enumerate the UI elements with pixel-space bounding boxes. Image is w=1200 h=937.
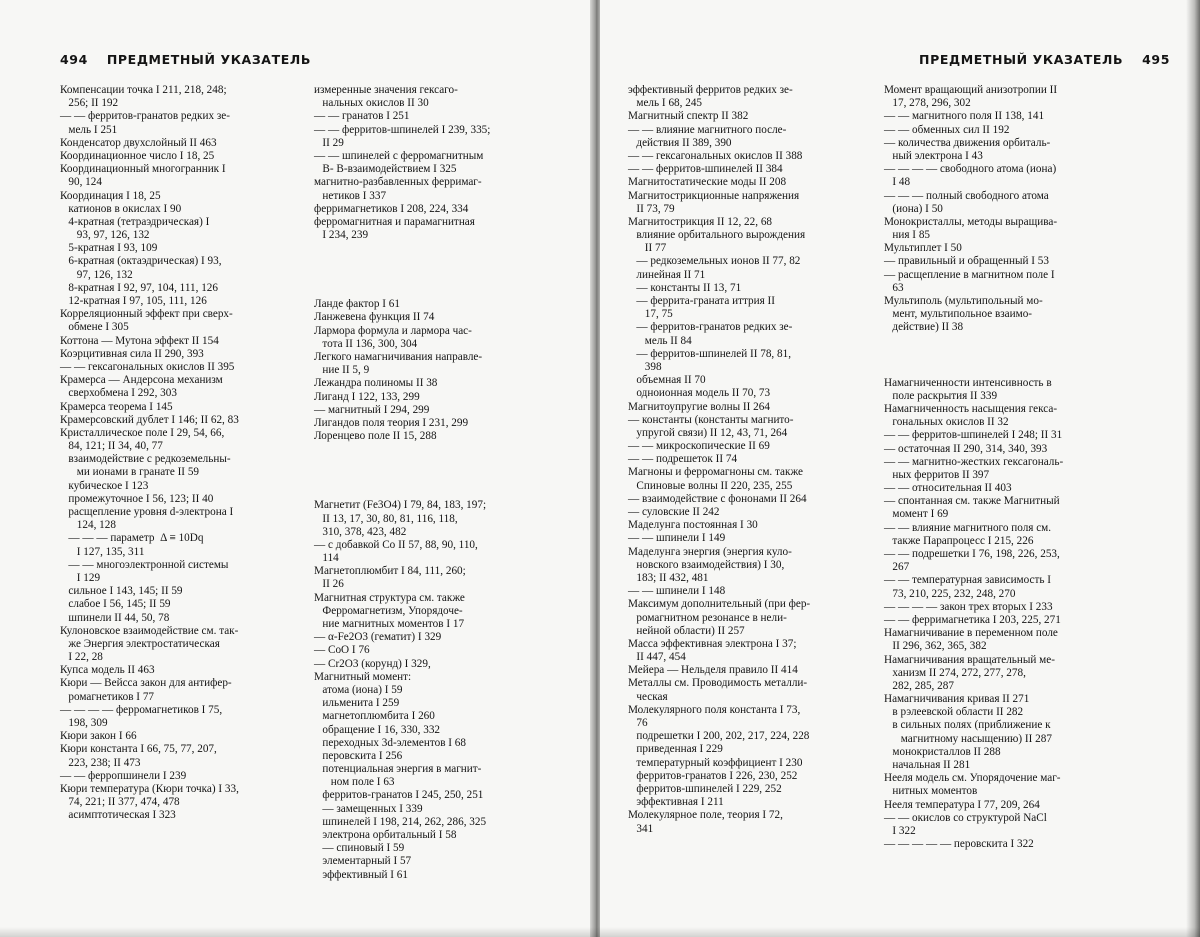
index-entry-line: II 73, 79	[628, 202, 675, 215]
index-entry-line: перовскита I 256	[314, 749, 403, 762]
index-entry-line: — — гексагональных окислов II 395	[60, 360, 235, 373]
index-entry-line: Корреляционный эффект при сверх-	[60, 308, 233, 321]
index-entry-line: Кулоновское взаимодействие см. так-	[60, 624, 239, 637]
right-index-column-1	[628, 84, 878, 836]
index-entry-line: действие) II 38	[884, 321, 964, 334]
index-entry-line: II 77	[628, 242, 667, 255]
bottom-shadow	[0, 927, 1200, 937]
index-entry-line: ние II 5, 9	[314, 364, 370, 377]
index-entry-line: элементарный I 57	[314, 855, 412, 868]
index-gap	[314, 471, 564, 485]
index-entry-line: — расщепление в магнитном поле I	[884, 268, 1055, 281]
index-entry-line: также Парапроцесс I 215, 226	[884, 534, 1034, 547]
index-entry-line: 17, 75	[628, 308, 673, 321]
index-entry-line: ный электрона I 43	[884, 149, 983, 162]
index-entry-line: 17, 278, 296, 302	[884, 97, 971, 110]
index-entry-line: — — — параметр Δ ≡ 10Dq	[60, 532, 204, 545]
index-entry-line: — ферритов-шпинелей II 78, 81,	[628, 347, 791, 360]
index-entry-line: сверхобмена I 292, 303	[60, 387, 177, 400]
index-entry-line: I 22, 28	[60, 651, 103, 664]
index-entry-line: Купса модель II 463	[60, 664, 155, 677]
index-entry-line: Ферромагнетизм, Упорядоче-	[314, 604, 463, 617]
index-entry-line: мель I 251	[60, 123, 118, 136]
index-entry-line: катионов в окислах I 90	[60, 202, 182, 215]
index-entry-line: — с добавкой Co II 57, 88, 90, 110,	[314, 538, 478, 551]
index-entry-line: мель I 68, 245	[628, 97, 703, 110]
index-entry-line: влияние орбитального вырождения	[628, 229, 806, 242]
index-entry-line: Магнитострикция II 12, 22, 68	[628, 215, 773, 228]
index-entry-line: магнитно-разбавленных ферримаг-	[314, 176, 482, 189]
index-entry-line: Коттона — Мутона эффект II 154	[60, 334, 219, 347]
index-entry-line: асимптотическая I 323	[60, 809, 176, 822]
index-entry-line: II 13, 17, 30, 80, 81, 116, 118,	[314, 512, 458, 525]
index-entry-line: 8-кратная I 92, 97, 104, 111, 126	[60, 281, 218, 294]
index-entry-line: Компенсации точка I 211, 218, 248;	[60, 84, 227, 96]
index-entry-line: — — ферритов-гранатов редких зе-	[60, 110, 230, 123]
index-entry-line: ферритов-шпинелей I 229, 252	[628, 782, 782, 795]
index-entry-line: начальная II 281	[884, 759, 971, 771]
index-entry-line: нетиков I 337	[314, 189, 387, 202]
index-entry-line: — константы (константы магнито-	[628, 413, 794, 426]
index-entry-line: I 127, 135, 311	[60, 545, 145, 558]
index-entry-line: 310, 378, 423, 482	[314, 525, 407, 538]
index-entry-line: Молекулярное поле, теория I 72,	[628, 809, 783, 822]
index-entry-line: Максимум дополнительный (при фер-	[628, 598, 811, 611]
index-entry-line: Намагничивания вращательный ме-	[884, 653, 1055, 666]
index-gap	[884, 349, 1146, 363]
index-gap	[314, 256, 564, 270]
index-entry-line: Магнетит (Fe3O4) I 79, 84, 183, 197;	[314, 499, 487, 512]
index-entry-line: — взаимодействие с фононами II 264	[628, 492, 807, 505]
index-entry-line: Магнитострикционные напряжения	[628, 189, 800, 202]
index-entry-line: Маделунга энергия (энергия куло-	[628, 545, 792, 558]
index-entry-line: новского взаимодействия) I 30,	[628, 558, 785, 571]
index-entry-line: 63	[884, 281, 904, 294]
index-gap	[314, 485, 564, 499]
index-entry-line: — — влияние магнитного поля см.	[884, 521, 1052, 534]
index-entry-line: Намагничивания кривая II 271	[884, 693, 1030, 706]
index-entry-line: Крамерса — Андерсона механизм	[60, 374, 223, 387]
index-entry-line: Момент вращающий анизотропии II	[884, 84, 1058, 96]
index-entry-line: — правильный и обращенный I 53	[884, 255, 1049, 268]
index-entry-line: — — шпинелей с ферромагнитным	[314, 149, 484, 162]
index-entry-line: — редкоземельных ионов II 77, 82	[628, 255, 801, 268]
index-entry-line: — — подрешеток II 74	[628, 453, 738, 466]
index-entry-line: Ланжевена функция II 74	[314, 311, 435, 324]
index-gap	[314, 242, 564, 256]
index-entry-line: магнитному насыщению) II 287	[884, 732, 1052, 745]
index-entry-line: Намагниченности интенсивность в	[884, 376, 1052, 389]
index-entry-line: — спонтанная см. также Магнитный	[884, 495, 1060, 508]
index-entry-line: нальных окислов II 30	[314, 97, 429, 110]
index-entry-line: — — — полный свободного атома	[884, 189, 1049, 202]
index-entry-line: монокристаллов II 288	[884, 745, 1001, 758]
left-index-column-2	[314, 84, 564, 882]
index-entry-line: Намагничивание в переменном поле	[884, 627, 1058, 640]
index-entry-line: Лоренцево поле II 15, 288	[314, 430, 437, 443]
index-gap	[314, 284, 564, 298]
index-entry-line: — — шпинели I 149	[628, 532, 726, 545]
index-entry-line: Кристаллическое поле I 29, 54, 66,	[60, 426, 225, 439]
index-entry-line: Магнетоплюмбит I 84, 111, 260;	[314, 565, 466, 578]
index-entry-line: Мейера — Нельделя правило II 414	[628, 664, 798, 677]
index-entry-line: слабое I 56, 145; II 59	[60, 598, 171, 611]
left-index-column-1	[60, 84, 310, 823]
index-entry-line: — — — — закон трех вторых I 233	[884, 600, 1053, 613]
index-entry-line: эффективный ферритов редких зе-	[628, 84, 793, 96]
index-entry-line: Магнитоупругие волны II 264	[628, 400, 770, 413]
index-entry-line: — — влияние магнитного после-	[628, 123, 787, 136]
index-entry-line: — остаточная II 290, 314, 340, 393	[884, 442, 1048, 455]
index-entry-line: II 296, 362, 365, 382	[884, 640, 987, 653]
index-entry-line: — — относительная II 403	[884, 482, 1012, 495]
index-entry-line: температурный коэффициент I 230	[628, 756, 803, 769]
index-entry-line: — — обменных сил II 192	[884, 123, 1010, 136]
left-running-header	[60, 52, 311, 67]
index-entry-line: Кюри — Вейсса закон для антифер-	[60, 677, 232, 690]
index-entry-line: переходных 3d-элементов I 68	[314, 736, 466, 749]
index-entry-line: Лигандов поля теория I 231, 299	[314, 416, 469, 429]
index-entry-line: Крамерсовский дублет I 146; II 62, 83	[60, 413, 239, 426]
index-entry-line: — — температурная зависимость I	[884, 574, 1051, 587]
index-entry-line: шпинели II 44, 50, 78	[60, 611, 170, 624]
index-entry-line: Мультиполь (мультипольный мо-	[884, 295, 1043, 307]
index-entry-line: 398	[628, 360, 662, 373]
index-entry-line: 76	[628, 717, 648, 729]
index-entry-line: атома (иона) I 59	[314, 683, 403, 696]
index-gap	[314, 270, 564, 284]
index-gap	[314, 443, 564, 457]
index-entry-line: магнетоплюмбита I 260	[314, 710, 435, 723]
index-entry-line: — спиновый I 59	[314, 842, 405, 855]
right-index-column-2	[884, 84, 1146, 851]
index-entry-line: — — — — — перовскита I 322	[884, 838, 1034, 851]
index-entry-line: действия II 389, 390	[628, 136, 732, 149]
index-entry-line: Магноны и ферромагноны см. также	[628, 466, 804, 479]
index-entry-line: Магнитный момент:	[314, 670, 412, 683]
index-entry-line: Кюри температура (Кюри точка) I 33,	[60, 782, 239, 795]
index-entry-line: Монокристаллы, методы выращива-	[884, 215, 1058, 228]
index-entry-line: Ланде фактор I 61	[314, 298, 400, 311]
index-entry-line: ферромагнитная и парамагнитная	[314, 215, 475, 228]
index-entry-line: 282, 285, 287	[884, 679, 954, 692]
index-entry-line: 267	[884, 561, 910, 574]
index-entry-line: — константы II 13, 71	[628, 281, 742, 294]
index-entry-line: шпинелей I 198, 214, 262, 286, 325	[314, 815, 487, 828]
index-entry-line: ромагнетиков I 77	[60, 690, 155, 703]
index-entry-line: 183; II 432, 481	[628, 571, 709, 584]
index-entry-line: — магнитный I 294, 299	[314, 403, 430, 416]
index-entry-line: I 322	[884, 824, 916, 837]
index-entry-line: ромагнитном резонансе в нели-	[628, 611, 787, 624]
index-entry-line: Лежандра полиномы II 38	[314, 377, 438, 390]
index-entry-line: нейной области) II 257	[628, 624, 745, 637]
index-entry-line: измеренные значения гексаго-	[314, 84, 458, 96]
index-entry-line: Коэрцитивная сила II 290, 393	[60, 347, 204, 360]
right-running-header	[919, 52, 1170, 67]
index-entry-line: подрешетки I 200, 202, 217, 224, 228	[628, 730, 810, 743]
index-entry-line: Лиганд I 122, 133, 299	[314, 390, 420, 403]
index-entry-line: 4-кратная (тетраэдрическая) I	[60, 215, 210, 228]
index-entry-line: ном поле I 63	[314, 776, 395, 789]
index-entry-line: — — — — ферромагнетиков I 75,	[60, 703, 223, 716]
right-page-number: 495	[1142, 52, 1170, 67]
index-entry-line: — замещенных I 339	[314, 802, 423, 815]
index-entry-line: приведенная I 229	[628, 743, 723, 756]
index-entry-line: одноионная модель II 70, 73	[628, 387, 771, 400]
index-entry-line: Крамерса теорема I 145	[60, 400, 173, 413]
index-entry-line: электрона орбитальный I 58	[314, 829, 457, 841]
index-entry-line: гональных окислов II 32	[884, 416, 1009, 429]
index-entry-line: мент, мультипольное взаимо-	[884, 308, 1033, 321]
index-entry-line: сильное I 143, 145; II 59	[60, 585, 183, 598]
index-entry-line: Мультиплет I 50	[884, 242, 962, 255]
index-entry-line: 12-кратная I 97, 105, 111, 126	[60, 295, 207, 307]
index-entry-line: — — микроскопические II 69	[628, 440, 770, 453]
index-entry-line: — суловские II 242	[628, 506, 720, 518]
index-entry-line: 198, 309	[60, 717, 108, 729]
page-edge-shadow	[1186, 0, 1200, 937]
index-entry-line: 93, 97, 126, 132	[60, 229, 150, 242]
index-entry-line: ханизм II 274, 272, 277, 278,	[884, 666, 1026, 679]
index-entry-line: Нееля температура I 77, 209, 264	[884, 798, 1040, 811]
index-entry-line: — ферритов-гранатов редких зе-	[628, 321, 793, 334]
index-entry-line: ния I 85	[884, 229, 931, 242]
index-entry-line: 114	[314, 552, 339, 565]
left-page-number: 494	[60, 52, 88, 67]
index-entry-line: мель II 84	[628, 334, 692, 347]
index-entry-line: — CoO I 76	[314, 644, 370, 657]
index-entry-line: 223, 238; II 473	[60, 756, 141, 769]
index-entry-line: Конденсатор двухслойный II 463	[60, 136, 217, 149]
index-entry-line: же Энергия электростатическая	[60, 637, 220, 650]
left-page	[0, 0, 592, 937]
index-entry-line: 90, 124	[60, 176, 102, 189]
index-entry-line: II 26	[314, 578, 344, 591]
index-entry-line: объемная II 70	[628, 374, 706, 387]
index-entry-line: Спиновые волны II 220, 235, 255	[628, 479, 793, 492]
index-entry-line: расщепление уровня d-электрона I	[60, 506, 234, 518]
index-entry-line: B- B-взаимодействием I 325	[314, 163, 457, 176]
index-entry-line: 6-кратная (октаэдрическая) I 93,	[60, 255, 222, 268]
index-entry-line: в рэлеевской области II 282	[884, 706, 1024, 719]
index-entry-line: II 29	[314, 136, 344, 149]
index-entry-line: — — ферропшинели I 239	[60, 769, 187, 782]
index-entry-line: ние магнитных моментов I 17	[314, 618, 465, 630]
index-entry-line: ческая	[628, 690, 668, 703]
index-gap	[884, 335, 1146, 349]
right-page	[600, 0, 1200, 937]
index-entry-line: Кюри закон I 66	[60, 730, 137, 743]
index-entry-line: Координация I 18, 25	[60, 189, 161, 202]
index-entry-line: I 129	[60, 571, 101, 584]
index-entry-line: — — многоэлектронной системы	[60, 558, 229, 571]
index-entry-line: упругой связи) II 12, 43, 71, 264	[628, 426, 788, 439]
index-entry-line: Магнитный спектр II 382	[628, 110, 749, 123]
index-entry-line: — — шпинели I 148	[628, 585, 726, 598]
index-entry-line: взаимодействие с редкоземельны-	[60, 453, 231, 466]
index-entry-line: — — магнитного поля II 138, 141	[884, 110, 1045, 123]
index-entry-line: 74, 221; II 377, 474, 478	[60, 796, 180, 809]
index-entry-line: — — ферритов-шпинелей I 239, 335;	[314, 123, 491, 136]
index-entry-line: Нееля модель см. Упорядочение маг-	[884, 772, 1061, 785]
index-entry-line: эффективный I 61	[314, 868, 408, 881]
index-entry-line: (иона) I 50	[884, 202, 943, 215]
index-entry-line: 84, 121; II 34, 40, 77	[60, 440, 163, 453]
index-entry-line: нитных моментов	[884, 785, 978, 798]
index-entry-line: тота II 136, 300, 304	[314, 337, 418, 350]
index-entry-line: — α-Fe2O3 (гематит) I 329	[314, 631, 442, 644]
index-entry-line: Масса эффективная электрона I 37;	[628, 637, 797, 650]
index-entry-line: — — ферримагнетика I 203, 225, 271	[884, 613, 1061, 626]
index-entry-line: Металлы см. Проводимость металли-	[628, 677, 808, 690]
index-entry-line: ферримагнетиков I 208, 224, 334	[314, 202, 469, 215]
index-entry-line: — — — — свободного атома (иона)	[884, 163, 1057, 176]
index-entry-line: — — магнитно-жестких гексагональ-	[884, 455, 1064, 468]
index-gap	[884, 363, 1146, 377]
index-entry-line: 256; II 192	[60, 97, 119, 110]
index-entry-line: 5-кратная I 93, 109	[60, 242, 158, 255]
index-entry-line: I 48	[884, 176, 911, 189]
index-entry-line: в сильных полях (приближение к	[884, 719, 1051, 732]
index-entry-line: Кюри константа I 66, 75, 77, 207,	[60, 743, 217, 756]
index-entry-line: 124, 128	[60, 519, 116, 532]
index-entry-line: Молекулярного поля константа I 73,	[628, 703, 801, 716]
index-entry-line: Маделунга постоянная I 30	[628, 519, 758, 532]
left-running-head: ПРЕДМЕТНЫЙ УКАЗАТЕЛЬ	[106, 52, 311, 67]
index-entry-line: Магнитная структура см. также	[314, 591, 465, 604]
index-entry-line: 97, 126, 132	[60, 268, 133, 281]
index-entry-line: ферритов-гранатов I 226, 230, 252	[628, 769, 798, 782]
index-entry-line: Лармора формула и лармора час-	[314, 324, 472, 337]
index-entry-line: — — ферритов-шпинелей I 248; II 31	[884, 429, 1063, 442]
index-entry-line: эффективная I 211	[628, 796, 724, 809]
index-entry-line: — количества движения орбиталь-	[884, 136, 1051, 149]
index-entry-line: обращение I 16, 330, 332	[314, 723, 441, 736]
index-entry-line: — — подрешетки I 76, 198, 226, 253,	[884, 548, 1060, 560]
index-entry-line: — Cr2O3 (корунд) I 329,	[314, 657, 431, 670]
index-entry-line: момент I 69	[884, 508, 949, 521]
index-entry-line: ильменита I 259	[314, 697, 400, 710]
index-entry-line: Координационный многогранник I	[60, 163, 226, 176]
index-entry-line: поле раскрытия II 339	[884, 389, 998, 402]
index-entry-line: — феррита-граната иттрия II	[628, 295, 775, 307]
index-entry-line: — — ферритов-шпинелей II 384	[628, 163, 783, 176]
index-entry-line: — — окислов со структурой NaCl	[884, 811, 1047, 824]
index-entry-line: ных ферритов II 397	[884, 468, 990, 481]
index-entry-line: промежуточное I 56, 123; II 40	[60, 492, 214, 505]
index-entry-line: 73, 210, 225, 232, 248, 270	[884, 587, 1016, 600]
right-running-head: ПРЕДМЕТНЫЙ УКАЗАТЕЛЬ	[919, 52, 1124, 67]
index-entry-line: Легкого намагничивания направле-	[314, 351, 483, 363]
index-entry-line: Намагниченность насыщения гекса-	[884, 402, 1058, 415]
index-entry-line: I 234, 239	[314, 229, 369, 242]
index-entry-line: — — гранатов I 251	[314, 110, 410, 123]
index-gap	[314, 457, 564, 471]
index-entry-line: Магнитостатические моды II 208	[628, 176, 787, 189]
index-entry-line: ми ионами в гранате II 59	[60, 466, 200, 479]
index-entry-line: обмене I 305	[60, 321, 129, 334]
index-entry-line: линейная II 71	[628, 268, 706, 281]
index-entry-line: ферритов-гранатов I 245, 250, 251	[314, 789, 484, 802]
index-entry-line: потенциальная энергия в магнит-	[314, 763, 482, 776]
index-entry-line: кубическое I 123	[60, 479, 149, 492]
index-entry-line: 341	[628, 822, 654, 835]
index-entry-line: — — гексагональных окислов II 388	[628, 149, 803, 162]
index-entry-line: II 447, 454	[628, 651, 686, 664]
index-entry-line: Координационное число I 18, 25	[60, 149, 215, 162]
